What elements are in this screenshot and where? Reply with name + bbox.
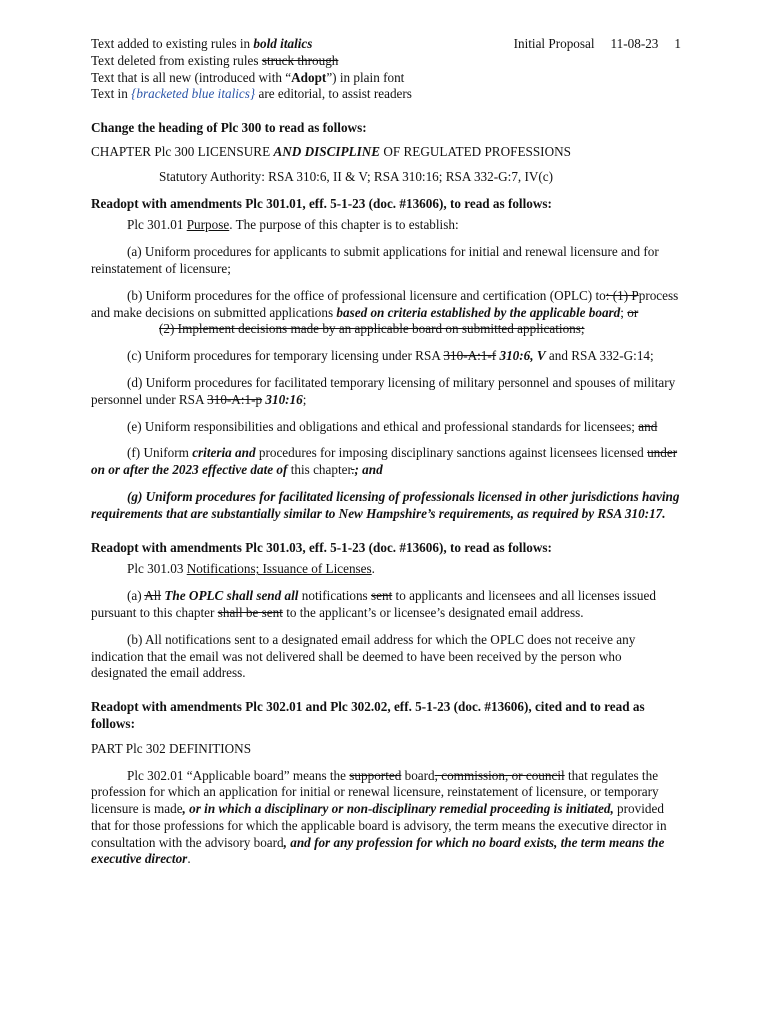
page-number: 1 [674, 36, 681, 51]
strike-sample: struck through [261, 52, 339, 68]
notif-para-a: (a) All The OPLC shall send all notifications sent to applicants and licensees and all licenses issued pursuant to this chapter shall be sent to the applicant’s or licensee’s designated email address. [91, 588, 656, 620]
instruction-302: Readopt with amendments Plc 302.01 and Plc 302.02, eff. 5-1-23 (doc. #13606), cited and to read as follows: [91, 699, 645, 731]
rule-301-01-title: Plc 301.01 Purpose. The purpose of this chapter is to establish: [127, 217, 459, 233]
bold-italic-sample: bold italics [253, 36, 313, 51]
instruction-301-03: Readopt with amendments Plc 301.03, eff. 5-1-23 (doc. #13606), to read as follows: [91, 539, 552, 555]
statutory-authority: Statutory Authority: RSA 310:6, II & V; RSA 310:16; RSA 332-G:7, IV(c) [159, 168, 554, 184]
para-a: (a) Uniform procedures for applicants to submit applications for initial and renewal licensure and for reinstatement of licensure; [91, 244, 659, 276]
para-f: (f) Uniform criteria and procedures for imposing disciplinary sanctions against licensees licensed under on or after the 2023 effective date of this chapter.; and [91, 445, 678, 478]
instruction-301-01: Readopt with amendments Plc 301.01, eff. 5-1-23 (doc. #13606), to read as follows: [91, 195, 552, 211]
para-c: (c) Uniform procedures for temporary licensing under RSA 310-A:1-f 310:6, V and RSA 332-G:14; [127, 348, 654, 364]
legend-new: Text that is all new (introduced with “Adopt”) in plain font [91, 69, 405, 85]
chapter-heading: CHAPTER Plc 300 LICENSURE AND DISCIPLINE OF REGULATED PROFESSIONS [91, 143, 571, 159]
document-page [91, 36, 681, 868]
rule-301-03-title: Plc 301.03 Notifications; Issuance of Licenses. [127, 561, 375, 577]
doc-date: 11-08-23 [610, 36, 659, 51]
para-b: (b) Uniform procedures for the office of professional licensure and certification (OPLC) to: (1) Pprocess and make decisions on submitted applications based on criteria established by the applicable board; or [91, 287, 679, 320]
para-e: (e) Uniform responsibilities and obligations and ethical and professional standards for licensees; and [127, 418, 658, 434]
part-heading: PART Plc 302 DEFINITIONS [91, 740, 252, 756]
para-d: (d) Uniform procedures for facilitated temporary licensing of military personnel and spouses of military personnel under RSA 310-A:1-p 310:16; [91, 374, 676, 407]
page-header [91, 36, 681, 103]
editorial-sample: {bracketed blue italics} [131, 86, 256, 102]
header-meta [498, 36, 681, 53]
para-b-struck-item: (2) Implement decisions made by an applicable board on submitted applications; [159, 321, 585, 337]
definition-applicable-board: Plc 302.01 “Applicable board” means the supported board, commission, or council that regulates the profession for which an application for initial or renewal licensure, reinstatement of licensure, or temporary licensure is made, or in which a disciplinary or non-disciplinary remedial proceeding is initiated, provided that for those professions for which the applicable board is advisory, the term means the executive director in consultation with the advisory board, and for any profession for which no board exists, the term means the executive director. [91, 767, 667, 867]
legend-added: Text added to existing rules in bold italics [91, 36, 313, 51]
doc-type: Initial Proposal [513, 36, 595, 51]
instruction-heading-change: Change the heading of Plc 300 to read as follows: [91, 120, 367, 136]
para-g: (g) Uniform procedures for facilitated licensing of professionals licensed in other jurisdictions having requirements that are substantially similar to New Hampshire’s requirements, as required by RSA 310:17. [91, 488, 680, 521]
notif-para-b: (b) All notifications sent to a designated email address for which the OPLC does not receive any indication that the email was not delivered shall be deemed to have been received by the person who designated the email address. [91, 631, 636, 681]
legend-deleted: Text deleted from existing rules struck through [91, 52, 339, 68]
legend-editorial: Text in {bracketed blue italics} are editorial, to assist readers [91, 86, 412, 102]
